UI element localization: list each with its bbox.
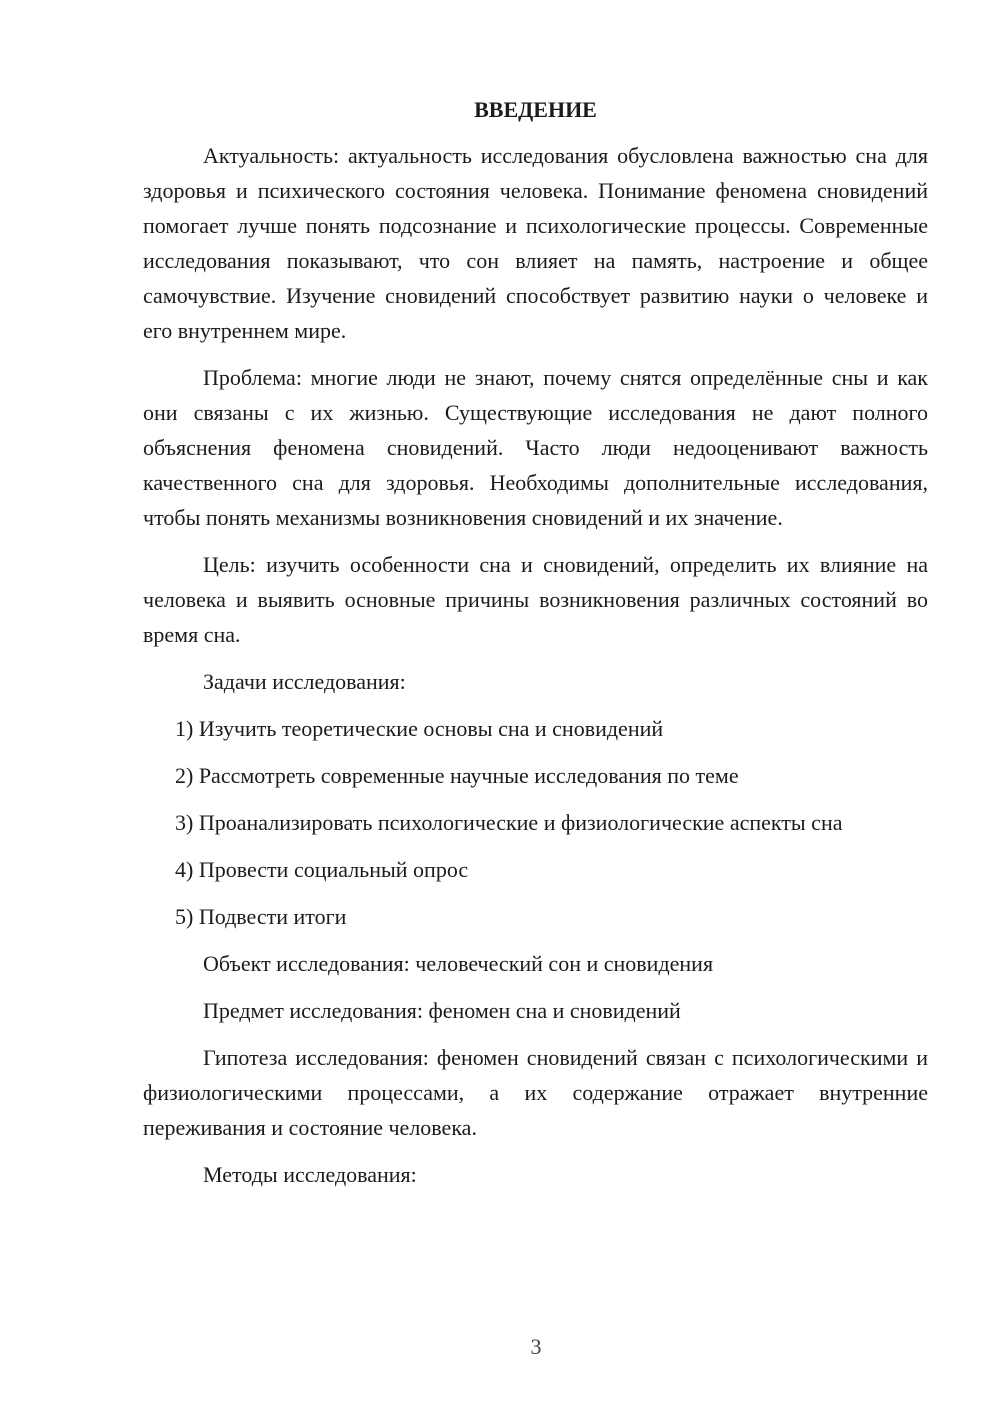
task-item-3: 3) Проанализировать психологические и физиологические аспекты сна [175, 810, 843, 835]
task-item-4: 4) Провести социальный опрос [175, 857, 469, 882]
page-content [143, 96, 928, 1204]
page-number: 3 [530, 1334, 542, 1359]
paragraph-subject: Предмет исследования: феномен сна и сновидений [203, 998, 681, 1023]
paragraph-problem: Проблема: многие люди не знают, почему снятся определённые сны и как они связаны с их жизнью. Существующие исследования не дают полного объяснения феномена сновидений. Часто люди недооценивают важность качественного сна для здоровья. Необходимы дополнительные исследования, чтобы понять механизмы возникновения сновидений и их значение. [143, 365, 928, 530]
paragraph-goal: Цель: изучить особенности сна и сновидений, определить их влияние на человека и выявить основные причины возникновения различных состояний во время сна. [143, 552, 928, 647]
tasks-title: Задачи исследования: [203, 669, 406, 694]
paragraph-object: Объект исследования: человеческий сон и сновидения [203, 951, 714, 976]
paragraph-relevance: Актуальность: актуальность исследования обусловлена важностью сна для здоровья и психического состояния человека. Понимание феномена сновидений помогает лучше понять подсознание и психологические процессы. Современные исследования показывают, что сон влияет на память, настроение и общее самочувствие. Изучение сновидений способствует развитию науки о человеке и его внутреннем мире. [143, 143, 928, 343]
methods-title: Методы исследования: [203, 1162, 417, 1187]
paragraph-hypothesis: Гипотеза исследования: феномен сновидений связан с психологическими и физиологическими процессами, а их содержание отражает внутренние переживания и состояние человека. [143, 1045, 928, 1140]
section-heading: ВВЕДЕНИЕ [474, 97, 597, 122]
task-item-1: 1) Изучить теоретические основы сна и сновидений [175, 716, 664, 741]
task-item-5: 5) Подвести итоги [175, 904, 347, 929]
task-item-2: 2) Рассмотреть современные научные исследования по теме [175, 763, 739, 788]
